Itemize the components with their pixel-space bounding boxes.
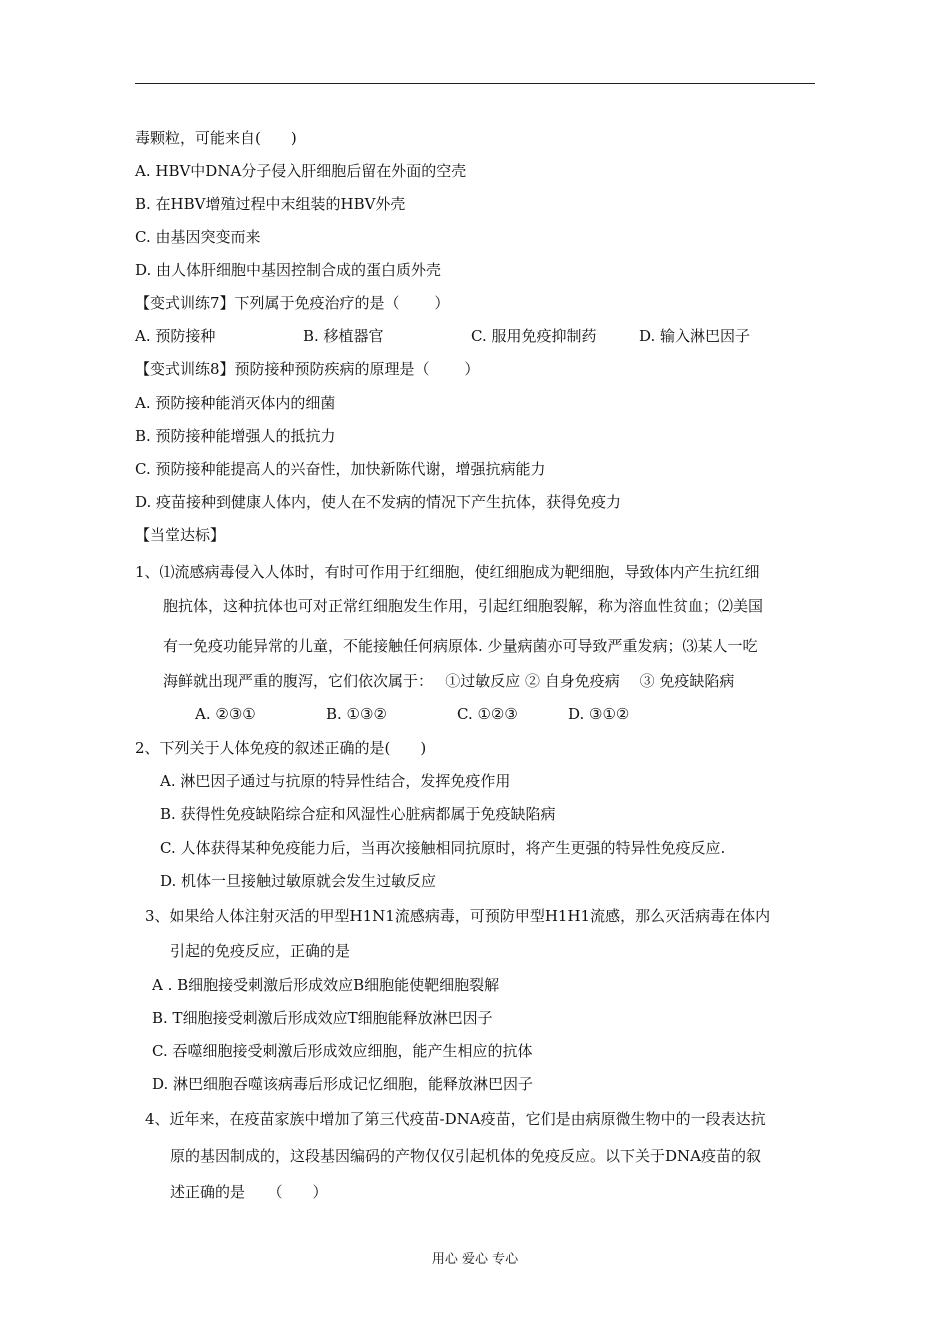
drill-8-stem: 【变式训练8】预防接种预防疾病的原理是（ ） — [135, 360, 480, 378]
option-b: B. T细胞接受刺激后形成效应T细胞能释放淋巴因子 — [152, 1009, 493, 1027]
option-d: D. 由人体肝细胞中基因控制合成的蛋白质外壳 — [135, 261, 442, 279]
option-c: C. 由基因突变而来 — [135, 228, 261, 246]
option-a: A . B细胞接受刺激后形成效应B细胞能使靶细胞裂解 — [152, 976, 500, 994]
option-a: A. ②③① — [195, 705, 256, 723]
option-c: C. ①②③ — [457, 705, 518, 723]
drill-7-stem: 【变式训练7】下列属于免疫治疗的是（ ） — [135, 294, 450, 312]
option-d: D. 淋巴细胞吞噬该病毒后形成记忆细胞，能释放淋巴因子 — [152, 1075, 534, 1093]
q2-stem: 2、下列关于人体免疫的叙述正确的是( ) — [135, 739, 427, 757]
q4-line-2: 原的基因制成的，这段基因编码的产物仅仅引起机体的免疫反应。以下关于DNA疫苗的叙 — [170, 1147, 761, 1165]
q3-line-1: 3、如果给人体注射灭活的甲型H1N1流感病毒，可预防甲型H1H1流感，那么灭活病毒在体内 — [145, 907, 771, 925]
q1-line-3: 有一免疫功能异常的儿童，不能接触任何病原体. 少量病菌亦可导致严重发病；⑶某人一吃 — [163, 637, 758, 655]
section-title: 【当堂达标】 — [135, 526, 226, 544]
q1-options — [195, 704, 629, 724]
option-c: C. 吞噬细胞接受刺激后形成效应细胞，能产生相应的抗体 — [152, 1042, 533, 1060]
option-d: D. 机体一旦接触过敏原就会发生过敏反应 — [160, 872, 437, 890]
option-c: C. 人体获得某种免疫能力后，当再次接触相同抗原时，将产生更强的特异性免疫反应. — [160, 839, 726, 857]
option-c: C. 服用免疫抑制药 — [471, 327, 597, 345]
drill-7-options — [135, 326, 750, 346]
page-footer: 用心 爱心 专心 — [431, 1252, 519, 1267]
q4-line-3: 述正确的是 （ ） — [170, 1183, 328, 1201]
option-a: A. HBV中DNA分子侵入肝细胞后留在外面的空壳 — [135, 162, 467, 180]
q1-line-1: 1、⑴流感病毒侵入人体时，有时可作用于红细胞，使红细胞成为靶细胞，导致体内产生抗红细 — [135, 563, 760, 581]
header-rule — [135, 83, 815, 84]
option-b: B. 在HBV增殖过程中末组装的HBV外壳 — [135, 195, 406, 213]
option-b: B. 获得性免疫缺陷综合症和风湿性心脏病都属于免疫缺陷病 — [160, 805, 556, 823]
option-d: D. 输入淋巴因子 — [639, 327, 751, 345]
option-d: D. ③①② — [568, 705, 630, 723]
option-b: B. 预防接种能增强人的抵抗力 — [135, 427, 336, 445]
option-b: B. ①③② — [326, 705, 387, 723]
continuation-line: 毒颗粒，可能来自( ) — [135, 129, 297, 147]
q1-line-2: 胞抗体，这种抗体也可对正常红细胞发生作用，引起红细胞裂解，称为溶血性贫血；⑵美国 — [163, 597, 764, 615]
q1-line-4: 海鲜就出现严重的腹泻，它们依次属于： ①过敏反应 ② 自身免疫病 ③ 免疫缺陷病 — [163, 672, 735, 690]
q3-line-2: 引起的免疫反应，正确的是 — [170, 942, 351, 960]
q4-line-1: 4、近年来，在疫苗家族中增加了第三代疫苗-DNA疫苗，它们是由病原微生物中的一段表达抗 — [145, 1110, 766, 1128]
option-a: A. 预防接种能消灭体内的细菌 — [135, 394, 336, 412]
option-b: B. 移植器官 — [303, 327, 384, 345]
option-a: A. 淋巴因子通过与抗原的特异性结合，发挥免疫作用 — [160, 772, 511, 790]
option-d: D. 疫苗接种到健康人体内，使人在不发病的情况下产生抗体，获得免疫力 — [135, 493, 622, 511]
option-a: A. 预防接种 — [135, 327, 216, 345]
option-c: C. 预防接种能提高人的兴奋性，加快新陈代谢，增强抗病能力 — [135, 460, 546, 478]
